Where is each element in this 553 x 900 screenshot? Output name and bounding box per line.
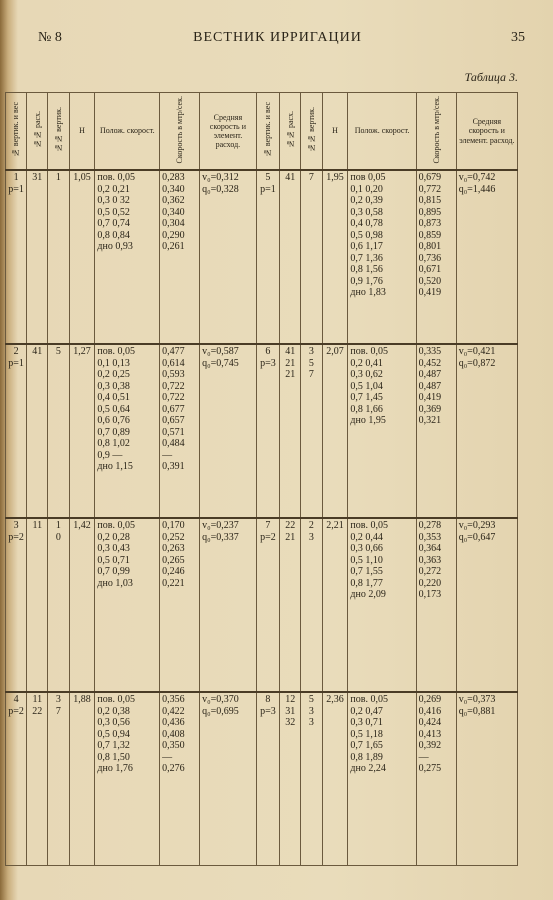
position-values-line: 0,3 0,56	[97, 717, 130, 728]
vert-number-list	[301, 344, 322, 518]
average-values-line: v₀=0,237	[202, 520, 239, 531]
speed-values-line: 0,350	[162, 740, 185, 751]
average-values-line: q₀=0,328	[202, 183, 239, 195]
vert-number-list	[48, 170, 69, 344]
position-values-line: пов. 0,05	[97, 694, 135, 705]
position-values-line: 0,5 0,94	[97, 728, 130, 740]
col-h: Н	[69, 93, 95, 171]
speed-values-line: 0,416	[418, 705, 442, 717]
speed-values-line: 0,369	[418, 403, 442, 415]
vert-number: 7	[265, 520, 271, 531]
vert-weight-cell	[256, 170, 280, 344]
rash-number	[280, 170, 301, 344]
vert-number-list-line: 7	[308, 369, 314, 380]
vert-number-list	[301, 692, 322, 866]
rash-number-line: 21	[285, 531, 296, 543]
average-values	[200, 344, 256, 518]
position-values-line: 0,3 0,62	[350, 369, 383, 380]
velocity-table	[5, 92, 518, 866]
speed-values	[416, 692, 456, 866]
speed-values-line: 0,272	[418, 566, 442, 577]
speed-values-line: 0,722	[162, 380, 185, 392]
position-values	[348, 170, 416, 344]
position-values	[348, 692, 416, 866]
weight: p=3	[260, 357, 276, 369]
position-values-line: 0,7 0,89	[97, 426, 130, 438]
weight: p=1	[8, 183, 24, 195]
speed-values-line: 0,362	[162, 195, 185, 206]
col-h-2: Н	[322, 93, 348, 171]
speed-values-line: 0,677	[162, 403, 185, 415]
speed-values-line: 0,263	[162, 543, 185, 554]
rash-number	[27, 518, 48, 692]
vert-number: 6	[265, 346, 271, 357]
average-values-line: q₀=0,337	[202, 531, 239, 543]
position-values-line: 0,5 0,64	[97, 403, 130, 415]
position-values-line: 0,5 0,52	[97, 206, 130, 218]
col-n-rash: №№ расх.	[27, 93, 48, 171]
position-values-line: 0,4 0,51	[97, 392, 130, 403]
rash-number-line: 11	[32, 520, 43, 531]
position-values-line: 0,2 0,41	[350, 357, 383, 369]
vert-number: 2	[13, 346, 19, 357]
rash-number	[280, 344, 301, 518]
vert-number-list-line: 3	[308, 705, 314, 717]
speed-values-line: 0,452	[418, 357, 442, 369]
speed-values-line: 0,275	[418, 763, 442, 774]
speed-values-line: 0,340	[162, 183, 185, 195]
depth-h: 1,88	[69, 692, 95, 866]
average-values-line: q₀=1,446	[458, 183, 496, 195]
running-header	[30, 30, 525, 52]
depth-h: 1,05	[69, 170, 95, 344]
vert-number-list-line: 3	[308, 531, 314, 543]
vert-number: 3	[13, 520, 19, 531]
position-values-line: 0,2 0,47	[350, 705, 383, 717]
vert-weight-cell	[6, 518, 27, 692]
position-values-line: 0,3 0,58	[350, 206, 383, 218]
page-number: 35	[511, 30, 525, 45]
position-values-line: 0,8 1,50	[97, 751, 130, 763]
position-values-line: 0,7 1,36	[350, 252, 383, 264]
speed-values-line: 0,487	[418, 369, 442, 380]
rash-number-line: 41	[285, 346, 296, 357]
speed-values-line: 0,335	[418, 346, 442, 357]
vert-number-list-line: 7	[55, 705, 61, 717]
position-values-line: 0,7 1,45	[350, 392, 383, 403]
weight: p=2	[260, 531, 276, 543]
speed-values-line: 0,252	[162, 531, 185, 543]
average-values	[200, 692, 256, 866]
col-avg-2: Средняя скорость и элемент. расход.	[456, 93, 517, 171]
vert-number-list-line: 3	[308, 346, 314, 357]
average-values-line: v₀=0,373	[458, 694, 496, 705]
average-values-line: v₀=0,370	[202, 694, 239, 705]
speed-values-line: 0,391	[162, 461, 185, 472]
average-values-line: q₀=0,881	[458, 705, 496, 717]
position-values-line: 0,8 1,56	[350, 264, 383, 275]
position-values-line: 0,2 0,25	[97, 369, 130, 380]
vert-number-list-line: 2	[308, 520, 314, 531]
position-values	[95, 692, 160, 866]
position-values-line: 0,5 0,98	[350, 229, 383, 241]
table-row	[6, 518, 518, 692]
speed-values-line: 0,736	[418, 252, 442, 264]
table-header-row	[6, 93, 518, 171]
position-values-line: дно 1,15	[97, 461, 133, 472]
table-row	[6, 170, 518, 344]
position-values-line: 0,2 0,28	[97, 531, 130, 543]
position-values	[95, 518, 160, 692]
position-values-line: 0,7 0,99	[97, 566, 130, 577]
rash-number-line: 22	[285, 520, 296, 531]
vert-weight-cell	[6, 170, 27, 344]
col-polozh: Полож. скорост.	[95, 93, 160, 171]
vert-number-list-line: 1	[55, 520, 61, 531]
rash-number	[280, 692, 301, 866]
speed-values	[160, 170, 200, 344]
position-values-line: пов. 0,05	[350, 694, 388, 705]
vert-number-list-line: 5	[308, 357, 314, 369]
depth-h: 1,95	[322, 170, 348, 344]
speed-values-line: 0,422	[162, 705, 185, 717]
average-values-line: q₀=0,745	[202, 357, 239, 369]
vert-number-list-line: 5	[308, 694, 314, 705]
col-n-rash-2: №№ расх.	[280, 93, 301, 171]
speed-values-line: 0,246	[162, 566, 185, 577]
position-values-line: 0,9 1,76	[350, 275, 383, 287]
position-values	[348, 344, 416, 518]
vert-number-list-line: 1	[55, 172, 61, 183]
position-values-line: 0,8 1,66	[350, 403, 383, 415]
speed-values-line: 0,657	[162, 415, 185, 426]
average-values	[200, 170, 256, 344]
position-values	[95, 170, 160, 344]
speed-values-line: —	[162, 449, 173, 461]
speed-values-line: 0,722	[162, 392, 185, 403]
rash-number-line: 31	[32, 172, 43, 183]
position-values-line: 0,5 1,04	[350, 380, 383, 392]
vert-number-list	[48, 344, 69, 518]
depth-h: 2,21	[322, 518, 348, 692]
speed-values	[416, 518, 456, 692]
col-polozh-2: Полож. скорост.	[348, 93, 416, 171]
journal-title: ВЕСТНИК ИРРИГАЦИИ	[193, 30, 362, 45]
rash-number-line: 32	[285, 717, 296, 728]
position-values-line: пов. 0,05	[97, 520, 135, 531]
rash-number-line: 22	[32, 705, 43, 717]
vert-weight-cell	[6, 344, 27, 518]
position-values-line: 0,5 0,71	[97, 554, 130, 566]
position-values-line: 0,3 0,43	[97, 543, 130, 554]
rash-number-line: 11	[32, 694, 43, 705]
position-values-line: 0,8 1,02	[97, 438, 130, 449]
col-speed-2: Скорость в мтр/сек.	[416, 93, 456, 171]
vert-weight-cell	[256, 692, 280, 866]
vert-number: 8	[265, 694, 271, 705]
speed-values-line: 0,356	[162, 694, 185, 705]
average-values	[456, 692, 517, 866]
vert-number: 4	[13, 694, 19, 705]
vert-number-list	[301, 170, 322, 344]
average-values-line: q₀=0,695	[202, 705, 239, 717]
rash-number-line: 12	[285, 694, 296, 705]
depth-h: 1,42	[69, 518, 95, 692]
speed-values-line: 0,220	[418, 577, 442, 589]
position-values-line: 0,5 1,10	[350, 554, 383, 566]
speed-values	[416, 170, 456, 344]
speed-values-line: 0,276	[162, 763, 185, 774]
position-values-line: 0,6 1,17	[350, 241, 383, 252]
vert-number: 1	[13, 172, 19, 183]
col-avg: Средняя скорость и элемент. расход.	[200, 93, 256, 171]
speed-values-line: 0,477	[162, 346, 185, 357]
rash-number	[27, 170, 48, 344]
speed-values	[160, 518, 200, 692]
depth-h: 2,36	[322, 692, 348, 866]
vert-weight-cell	[256, 518, 280, 692]
position-values-line: пов. 0,05	[350, 346, 388, 357]
speed-values-line: 0,419	[418, 287, 442, 298]
position-values-line: 0,4 0,78	[350, 218, 383, 229]
speed-values-line: 0,571	[162, 426, 185, 438]
position-values-line: дно 1,03	[97, 577, 133, 589]
position-values-line: дно 0,93	[97, 241, 133, 252]
weight: p=2	[8, 705, 24, 717]
col-speed: Скорость в мтр/сек.	[160, 93, 200, 171]
position-values-line: пов. 0,05	[97, 346, 135, 357]
position-values-line: 0,2 0,39	[350, 195, 383, 206]
speed-values-line: 0,671	[418, 264, 442, 275]
position-values-line: 0,5 1,18	[350, 728, 383, 740]
position-values-line: дно 2,09	[350, 589, 386, 600]
depth-h: 2,07	[322, 344, 348, 518]
table-row	[6, 344, 518, 518]
position-values-line: 0,3 0 32	[97, 195, 130, 206]
vert-number-list-line: 5	[55, 346, 61, 357]
speed-values-line: 0,859	[418, 229, 442, 241]
speed-values-line: 0,265	[162, 554, 185, 566]
position-values-line: 0,2 0,38	[97, 705, 130, 717]
rash-number-line: 21	[285, 369, 296, 380]
average-values-line: q₀=0,872	[458, 357, 496, 369]
extra-value: 0	[55, 531, 61, 543]
speed-values-line: 0,173	[418, 589, 442, 600]
position-values-line: 0,8 1,77	[350, 577, 383, 589]
position-values	[95, 344, 160, 518]
vert-number-list-line: 3	[55, 694, 61, 705]
vert-number-list-line: 3	[308, 717, 314, 728]
position-values-line: 0,3 0,38	[97, 380, 130, 392]
table-row	[6, 692, 518, 866]
position-values-line: 0,8 0,84	[97, 229, 130, 241]
average-values-line: v₀=0,587	[202, 346, 239, 357]
position-values-line: 0,8 1,89	[350, 751, 383, 763]
col-vert-weight: № вертик. и вес	[6, 93, 27, 171]
speed-values-line: 0,487	[418, 380, 442, 392]
average-values-line: q₀=0,647	[458, 531, 496, 543]
speed-values-line: 0,413	[418, 728, 442, 740]
position-values-line: 0,1 0,20	[350, 183, 383, 195]
vert-number-list	[301, 518, 322, 692]
speed-values-line: 0,340	[162, 206, 185, 218]
speed-values-line: 0,815	[418, 195, 442, 206]
rash-number-line: 41	[32, 346, 43, 357]
speed-values-line: 0,593	[162, 369, 185, 380]
vert-number: 5	[265, 172, 271, 183]
vert-number-list-line: 7	[308, 172, 314, 183]
speed-values-line: 0,436	[162, 717, 185, 728]
average-values	[200, 518, 256, 692]
speed-values-line: 0,895	[418, 206, 442, 218]
position-values-line: пов. 0,05	[97, 172, 135, 183]
speed-values-line: 0,424	[418, 717, 442, 728]
average-values	[456, 344, 517, 518]
position-values-line: 0,6 0,76	[97, 415, 130, 426]
position-values-line: 0,7 1,32	[97, 740, 130, 751]
rash-number-line: 21	[285, 357, 296, 369]
speed-values-line: 0,419	[418, 392, 442, 403]
weight: p=1	[260, 183, 276, 195]
speed-values	[160, 692, 200, 866]
speed-values-line: 0,873	[418, 218, 442, 229]
average-values-line: v₀=0,293	[458, 520, 496, 531]
table-caption: Таблица 3.	[464, 70, 518, 84]
speed-values	[416, 344, 456, 518]
speed-values-line: 0,269	[418, 694, 442, 705]
speed-values-line: 0,801	[418, 241, 442, 252]
rash-number	[27, 692, 48, 866]
position-values-line: 0,3 0,66	[350, 543, 383, 554]
position-values-line: 0,2 0,44	[350, 531, 383, 543]
speed-values-line: 0,321	[418, 415, 442, 426]
speed-values-line: 0,304	[162, 218, 185, 229]
speed-values-line: 0,290	[162, 229, 185, 241]
speed-values-line: 0,261	[162, 241, 185, 252]
position-values-line: 0,3 0,71	[350, 717, 383, 728]
col-n-vert-2: №№ вертик.	[301, 93, 322, 171]
average-values-line: v₀=0,421	[458, 346, 496, 357]
vert-weight-cell	[6, 692, 27, 866]
speed-values-line: 0,614	[162, 357, 185, 369]
speed-values-line: 0,364	[418, 543, 442, 554]
speed-values-line: 0,392	[418, 740, 442, 751]
speed-values-line: 0,363	[418, 554, 442, 566]
speed-values-line: 0,408	[162, 728, 185, 740]
rash-number	[280, 518, 301, 692]
weight: p=1	[8, 357, 24, 369]
speed-values-line: 0,772	[418, 183, 442, 195]
speed-values-line: 0,353	[418, 531, 442, 543]
speed-values-line: 0,679	[418, 172, 442, 183]
speed-values-line: 0,283	[162, 172, 185, 183]
speed-values-line: 0,221	[162, 577, 185, 589]
vert-number-list	[48, 518, 69, 692]
speed-values-line: 0,170	[162, 520, 185, 531]
position-values-line: дно 1,83	[350, 287, 386, 298]
position-values-line: 0,7 0,74	[97, 218, 130, 229]
speed-values-line: 0,278	[418, 520, 442, 531]
speed-values-line: 0,484	[162, 438, 185, 449]
position-values-line: дно 1,95	[350, 415, 386, 426]
col-n-vert: №№ вертик.	[48, 93, 69, 171]
position-values-line: дно 1,76	[97, 763, 133, 774]
average-values	[456, 518, 517, 692]
col-vert-weight-2: № вертик. и вес	[256, 93, 280, 171]
average-values	[456, 170, 517, 344]
speed-values-line: 0,520	[418, 275, 442, 287]
position-values-line: дно 2,24	[350, 763, 386, 774]
issue-number: № 8	[38, 30, 62, 45]
vert-weight-cell	[256, 344, 280, 518]
position-values	[348, 518, 416, 692]
weight: p=2	[8, 531, 24, 543]
speed-values-line: —	[162, 751, 173, 763]
rash-number-line: 41	[285, 172, 296, 183]
average-values-line: v₀=0,742	[458, 172, 496, 183]
position-values-line: пов 0,05	[350, 172, 386, 183]
depth-h: 1,27	[69, 344, 95, 518]
rash-number	[27, 344, 48, 518]
position-values-line: 0,1 0,13	[97, 357, 130, 369]
vert-number-list	[48, 692, 69, 866]
position-values-line: 0,7 1,65	[350, 740, 383, 751]
speed-values-line: —	[418, 751, 429, 763]
average-values-line: v₀=0,312	[202, 172, 239, 183]
weight: p=3	[260, 705, 276, 717]
rash-number-line: 31	[285, 705, 296, 717]
position-values-line: 0,7 1,55	[350, 566, 383, 577]
position-values-line: 0,2 0,21	[97, 183, 130, 195]
speed-values	[160, 344, 200, 518]
position-values-line: 0,9 —	[97, 449, 123, 461]
position-values-line: пов. 0,05	[350, 520, 388, 531]
